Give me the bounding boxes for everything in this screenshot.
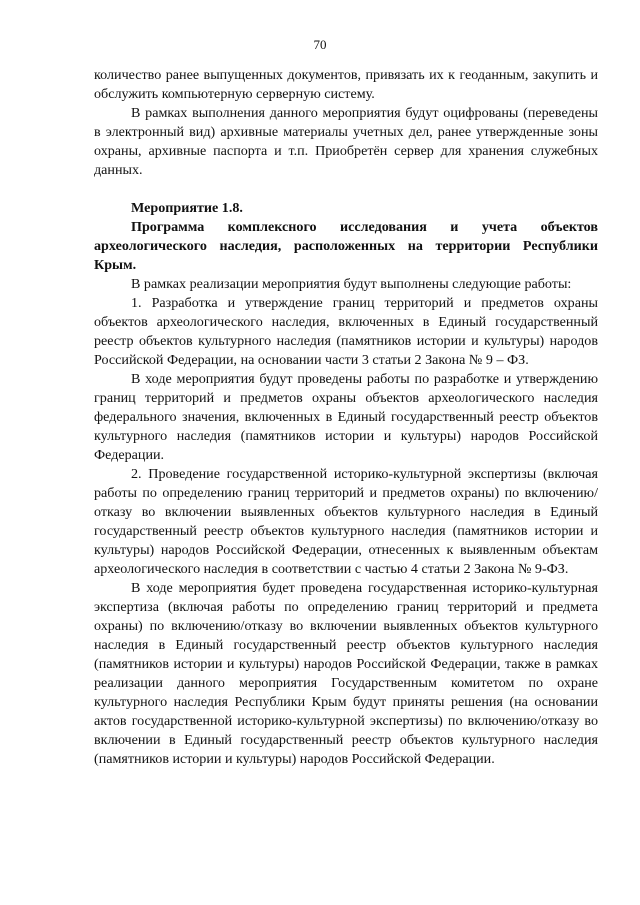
- paragraph-item-2: 2. Проведение государственной историко-культурной экспертизы (включая работы по определению границ территорий и предметов охраны) по включению/отказу во включении выявленных объектов культурного наследия в Единый государственный реестр объектов культурного наследия (памятников истории и культуры) народов Российской Федерации, отнесенных к выявленным объектам археологического наследия в соответствии с частью 4 статьи 2 Закона № 9-ФЗ.: [94, 466, 598, 577]
- paragraph-continuation: количество ранее выпущенных документов, привязать их к геоданным, закупить и обслужить компьютерную серверную систему.: [94, 67, 598, 102]
- paragraph-digitization: В рамках выполнения данного мероприятия будут оцифрованы (переведены в электронный вид) архивные материалы учетных дел, ранее утвержденные зоны охраны, архивные паспорта и т.п. Приобретён сервер для хранения служебных данных.: [94, 105, 598, 178]
- paragraph-item-1: 1. Разработка и утверждение границ территорий и предметов охраны объектов археологического наследия, включенных в Единый государственный реестр объектов культурного наследия (памятников истории и культуры) народов Российской Федерации, на основании части 3 статьи 2 Закона № 9 – ФЗ.: [94, 295, 598, 368]
- paragraph-intro: В рамках реализации мероприятия будут выполнены следующие работы:: [131, 276, 572, 292]
- page-number: 70: [313, 37, 327, 52]
- program-title: Программа комплексного исследования и учета объектов археологического наследия, расположенных на территории Республики Крым.: [94, 219, 598, 273]
- measure-heading: Мероприятие 1.8.: [131, 200, 243, 216]
- paragraph-item-1-details: В ходе мероприятия будут проведены работы по разработке и утверждению границ территорий и предметов охраны объектов археологического наследия федерального значения, включенных в Единый государственный реестр объектов культурного наследия (памятников истории и культуры) народов Российской Федерации.: [94, 371, 598, 463]
- document-body: [94, 66, 598, 769]
- paragraph-item-2-details: В ходе мероприятия будет проведена государственная историко-культурная экспертиза (включая работы по определению границ территорий и предмета охраны) по включению/отказу во включении выявленных объектов культурного наследия в Единый государственный реестр объектов культурного наследия (памятников истории и культуры) народов Российской Федерации, также в рамках реализации данного мероприятия Государственным комитетом по охране культурного наследия Республики Крым будут приняты решения (на основании актов государственной историко-культурной экспертизы) по включению/отказу во включении в Единый государственный реестр объектов культурного наследия (памятников истории и культуры) народов Российской Федерации.: [94, 580, 598, 767]
